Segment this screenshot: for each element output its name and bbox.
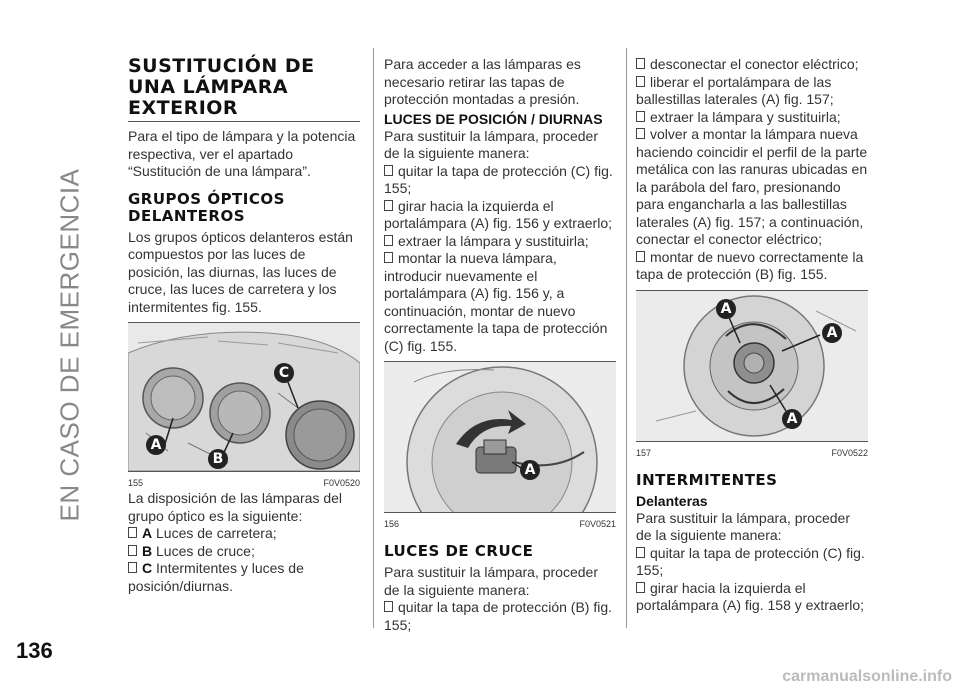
figure-number: 157 <box>636 447 652 458</box>
spring-clip-illustration <box>636 291 868 441</box>
bullet-label: B <box>142 542 153 559</box>
list-item <box>128 543 360 561</box>
bullet-box-icon <box>128 562 137 573</box>
figure-number: 156 <box>384 519 400 529</box>
marker-a: A <box>146 435 166 455</box>
bullet-text: girar hacia la izquierda el portalámpara (A) fig. 158 y extraerlo; <box>636 579 864 613</box>
bullet-box-icon <box>636 111 645 122</box>
bullet-box-icon <box>636 251 645 262</box>
body-paragraph: Los grupos ópticos delanteros están compuestos por las luces de posición, las diurnas, las luces de cruce, las luces de carretera y los intermitentes fig. 155. <box>128 228 353 315</box>
access-paragraph: Para acceder a las lámparas es necesario retirar las tapas de protección montadas a presión. <box>384 56 581 107</box>
column-3 <box>636 56 868 615</box>
bullet-text: extraer la lámpara y sustituirla; <box>650 108 841 125</box>
list-item <box>636 109 868 127</box>
procedure-lead: Para sustituir la lámpara, proceder de la siguiente manera: <box>636 509 850 543</box>
bullet-box-icon <box>636 547 645 558</box>
watermark: carmanualsonline.info <box>782 668 952 685</box>
bullet-text: Luces de cruce; <box>156 542 255 559</box>
list-item <box>636 249 868 284</box>
title-rule <box>128 121 360 122</box>
figure-code: F0V0520 <box>323 478 360 488</box>
section-title <box>128 56 360 119</box>
list-item <box>128 560 360 595</box>
procedure-lead: Para sustituir la lámpara, proceder de la siguiente manera: <box>384 564 598 598</box>
column-divider <box>626 48 627 628</box>
section-title-luces-cruce: LUCES DE CRUCE <box>384 542 534 560</box>
list-item <box>384 599 616 634</box>
figure-code: F0V0521 <box>579 519 616 529</box>
list-item <box>384 163 616 198</box>
bullet-text: liberar el portalámpara de las ballestillas laterales (A) fig. 157; <box>636 73 834 107</box>
figure-number: 155 <box>128 478 144 488</box>
bullet-text: montar la nueva lámpara, introducir nuevamente el portalámpara (A) fig. 156 y, a continuación, montar de nuevo correctamente la tapa de protección (C) fig. 155. <box>384 250 608 354</box>
subsection-title-line: DELANTEROS <box>128 206 246 225</box>
list-item <box>636 580 868 615</box>
figure-caption <box>636 446 868 458</box>
subheading-delanteras: Delanteras <box>636 492 708 509</box>
bullet-text: quitar la tapa de protección (C) fig. 155; <box>384 162 613 196</box>
subsection-title-line: GRUPOS ÓPTICOS <box>128 189 285 208</box>
bullet-text: quitar la tapa de protección (C) fig. 155; <box>636 544 865 578</box>
bullet-text: Luces de carretera; <box>156 525 277 541</box>
marker-a: A <box>716 299 736 319</box>
bullet-box-icon <box>384 165 393 176</box>
bullet-text: montar de nuevo correctamente la tapa de protección (B) fig. 155. <box>636 248 864 282</box>
column-divider <box>373 48 374 628</box>
section-title-line: UNA LÁMPARA <box>128 76 289 98</box>
bullet-text: quitar la tapa de protección (B) fig. 155; <box>384 599 613 633</box>
page-number: 136 <box>16 638 53 663</box>
column-1 <box>128 56 360 595</box>
marker-c: C <box>274 363 294 383</box>
bullet-text: girar hacia la izquierda el portalámpara (A) fig. 156 y extraerlo; <box>384 197 612 231</box>
figure-155 <box>128 322 360 472</box>
list-item <box>384 233 616 251</box>
intro-paragraph: Para el tipo de lámpara y la potencia respectiva, ver el apartado “Sustitución de una lámpara”. <box>128 128 356 179</box>
list-item <box>384 250 616 355</box>
figure-157 <box>636 290 868 442</box>
figure-caption <box>384 517 616 529</box>
bullet-box-icon <box>384 200 393 211</box>
list-item <box>636 545 868 580</box>
marker-b: B <box>208 449 228 469</box>
bullet-box-icon <box>636 582 645 593</box>
bullet-box-icon <box>384 235 393 246</box>
layout-paragraph: La disposición de las lámparas del grupo óptico es la siguiente: <box>128 490 343 524</box>
marker-a: A <box>782 409 802 429</box>
figure-156 <box>384 361 616 513</box>
section-title-line: EXTERIOR <box>128 97 239 119</box>
bullet-label: A <box>142 525 153 541</box>
figure-caption <box>128 476 360 488</box>
list-item <box>636 126 868 249</box>
bullet-box-icon <box>128 527 137 538</box>
chapter-side-title: EN CASO DE EMERGENCIA <box>54 168 85 522</box>
subheading-posicion: LUCES DE POSICIÓN / DIURNAS <box>384 110 603 127</box>
bullet-text: Intermitentes y luces de posición/diurnas. <box>128 560 304 594</box>
bullet-box-icon <box>384 601 393 612</box>
bullet-text: volver a montar la lámpara nueva haciendo coincidir el perfil de la parte metálica con las ranuras ubicadas en la parábola del faro, presionando para engancharla a las ballestillas laterales (A) fig. 157; a continuación, conectar el conector eléctrico; <box>636 126 868 247</box>
list-item <box>128 525 360 543</box>
lampholder-illustration <box>384 362 616 512</box>
procedure-lead: Para sustituir la lámpara, proceder de la siguiente manera: <box>384 127 598 161</box>
marker-a: A <box>520 460 540 480</box>
bullet-box-icon <box>636 58 645 69</box>
figure-code: F0V0522 <box>831 447 868 458</box>
section-title-intermitentes: INTERMITENTES <box>636 470 778 489</box>
list-item <box>636 74 868 109</box>
bullet-box-icon <box>384 252 393 263</box>
bullet-label: C <box>142 560 153 576</box>
bullet-box-icon <box>636 76 645 87</box>
list-item <box>384 198 616 233</box>
bullet-text: extraer la lámpara y sustituirla; <box>398 232 589 249</box>
column-2 <box>384 56 616 634</box>
subsection-title <box>128 191 360 225</box>
section-title-line: SUSTITUCIÓN DE <box>128 55 315 77</box>
list-item <box>636 56 868 74</box>
bullet-box-icon <box>128 545 137 556</box>
marker-a: A <box>822 323 842 343</box>
bullet-text: desconectar el conector eléctrico; <box>650 56 859 72</box>
bullet-box-icon <box>636 128 645 139</box>
